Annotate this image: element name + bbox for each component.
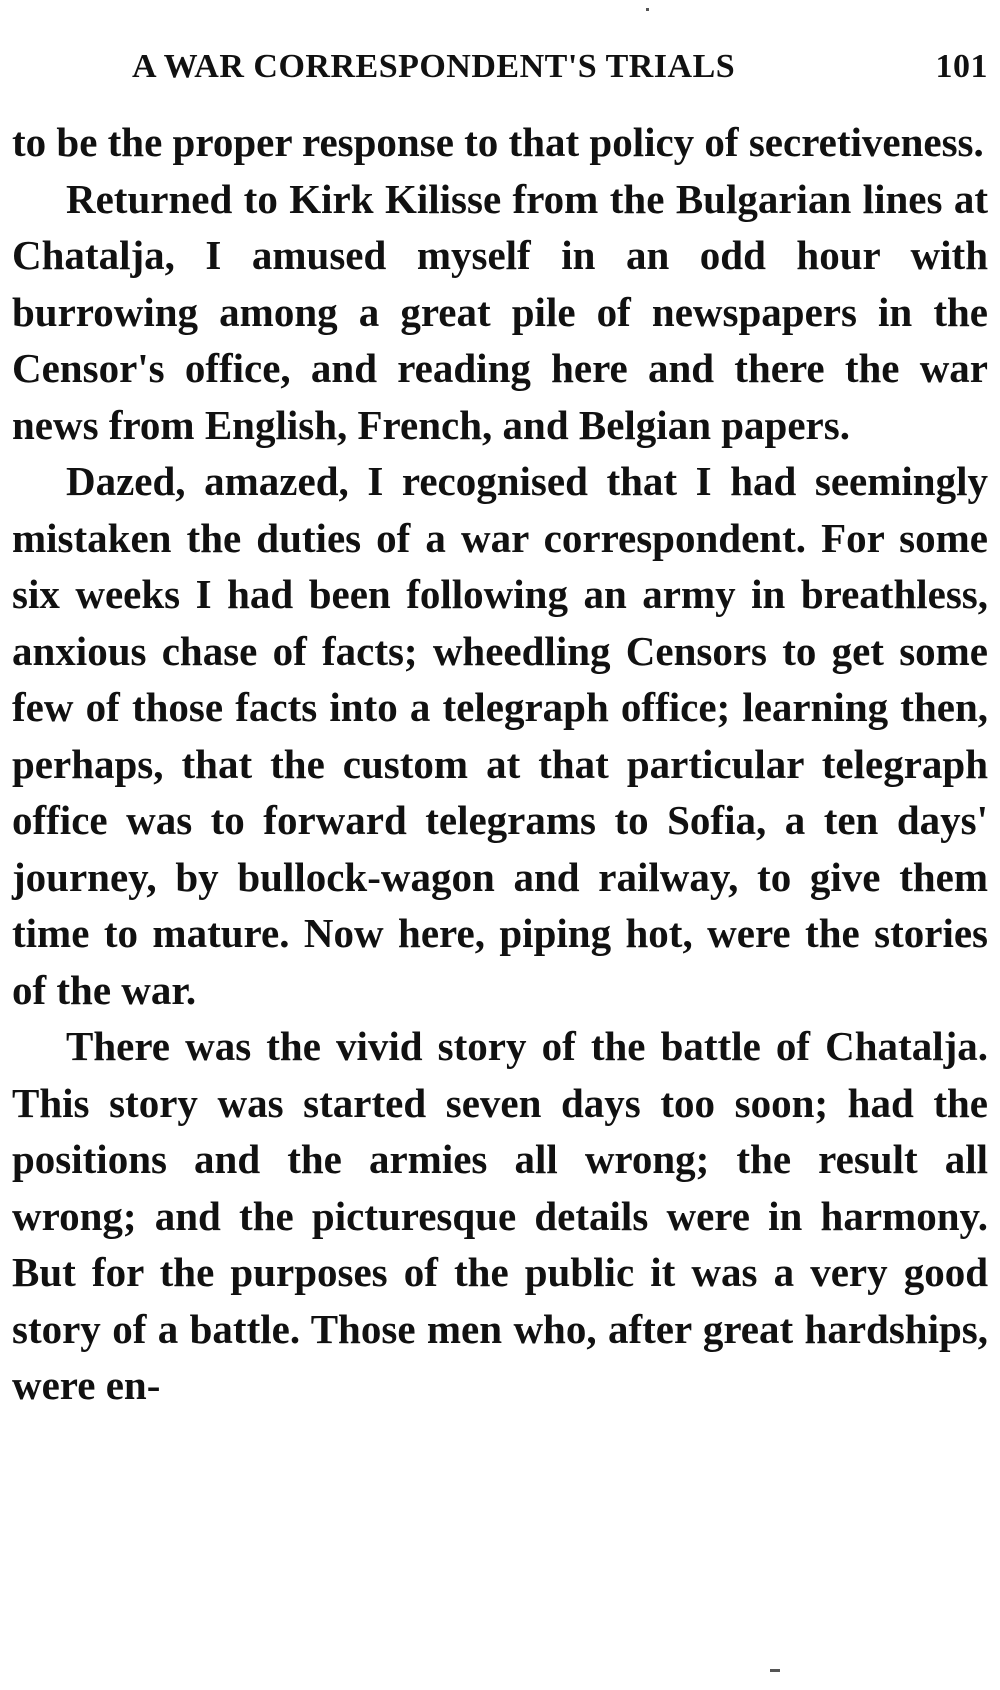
paragraph: Returned to Kirk Kilisse from the Bulgarian lines at Chatalja, I amused myself in an odd hour with burrowing among a great pile of newspapers in the Censor's office, and reading here and there the war news from English, French, and Belgian papers. xyxy=(12,175,988,448)
running-head xyxy=(12,42,988,98)
running-title: A WAR CORRESPONDENT'S TRIALS xyxy=(132,48,736,85)
book-page xyxy=(12,42,988,1414)
page-number: 101 xyxy=(935,48,988,85)
paragraph: Dazed, amazed, I recognised that I had seemingly mistaken the duties of a war correspondent. For some six weeks I had been following an army in breathless, anxious chase of facts; wheedling Censors to get some few of those facts into a telegraph office; learning then, perhaps, that the custom at that particular telegraph office was to forward telegrams to Sofia, a ten days' journey, by bullock-wagon and railway, to give them time to mature. Now here, piping hot, were the stories of the war. xyxy=(12,458,988,1013)
scan-speck xyxy=(770,1669,780,1672)
paragraph-continuation: to be the proper response to that policy of secretiveness. xyxy=(12,119,984,165)
paragraph: There was the vivid story of the battle of Chatalja. This story was started seven days too soon; had the positions and the armies all wrong; the result all wrong; and the picturesque details were in harmony. But for the purposes of the public it was a very good story of a battle. Those men who, after great hardships, were en- xyxy=(12,1023,988,1408)
scan-speck xyxy=(646,8,649,11)
body-text xyxy=(12,114,988,1414)
